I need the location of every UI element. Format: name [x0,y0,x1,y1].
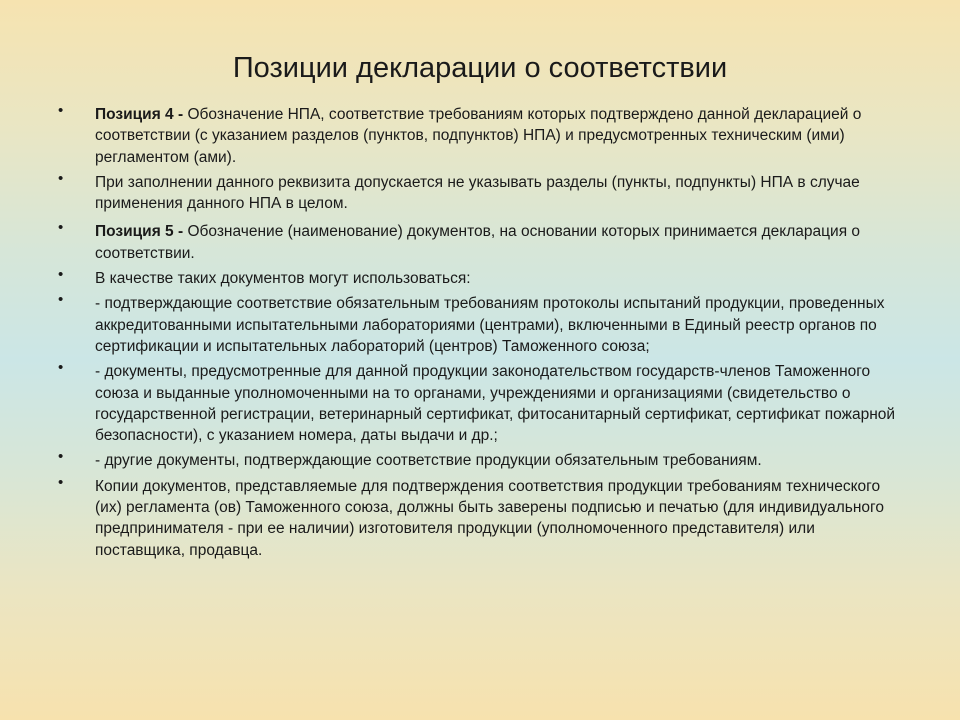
list-item-position-4 [58,104,908,168]
list-item [58,450,908,471]
position-label: Позиция 5 - [95,223,184,241]
bullet-icon: • [58,359,64,377]
item-text: При заполнении данного реквизита допускается не указывать разделы (пункты, подпункты) НПА в случае применения данного НПА в целом. [95,173,860,213]
list-item [58,473,908,561]
slide-title: Позиции декларации о соответствии [232,52,728,84]
bullet-icon: • [58,473,64,491]
list-item-position-5 [58,221,908,264]
item-text: - другие документы, подтверждающие соответствие продукции обязательным требованиям. [95,452,762,470]
list-item [58,268,908,289]
item-text: - документы, предусмотренные для данной продукции законодательством государств-членов Таможенного союза и выданные уполномоченными на то органами, учреждениями и организациями (свидетельство о государственной регистрации, ветеринарный сертификат, фитосанитарный сертификат, сертификат пожарной безопасности), с указанием номера, даты выдачи и др.; [95,363,896,445]
list-item [58,293,908,357]
position-label: Позиция 4 - [95,106,184,123]
list-item [58,361,908,446]
bullet-icon: • [58,102,64,119]
bullet-icon: • [58,291,64,309]
list-item [58,169,908,215]
item-text: Обозначение НПА, соответствие требованиям которых подтверждено данной декларацией о соответствии (с указанием разделов (пунктов, подпунктов) НПА) и предусмотренных техническим (ими) регламентом (ами). [95,106,862,166]
bullet-icon: • [58,169,64,187]
bullet-list [58,104,908,565]
item-text: Копии документов, представляемые для подтверждения соответствия продукции требованиям технического (их) регламента (ов) Таможенного союза, должны быть заверены подписью и печатью (для индивидуального предпринимателя - при ее наличии) изготовителя продукции (уполномоченного представителя) или поставщика, продавца. [95,477,884,559]
item-text: В качестве таких документов могут использоваться: [95,270,471,288]
bullet-icon: • [58,448,64,466]
item-text: Обозначение (наименование) документов, на основании которых принимается декларация о соответствии. [95,223,861,262]
item-text: - подтверждающие соответствие обязательным требованиям протоколы испытаний продукции, проведенных аккредитованными испытательными лабораториями (центрами), включенными в Единый реестр органов по сертификации и испытательных лабораторий (центров) Таможенного союза; [95,295,885,355]
bullet-icon: • [58,219,64,237]
bullet-icon: • [58,266,64,284]
